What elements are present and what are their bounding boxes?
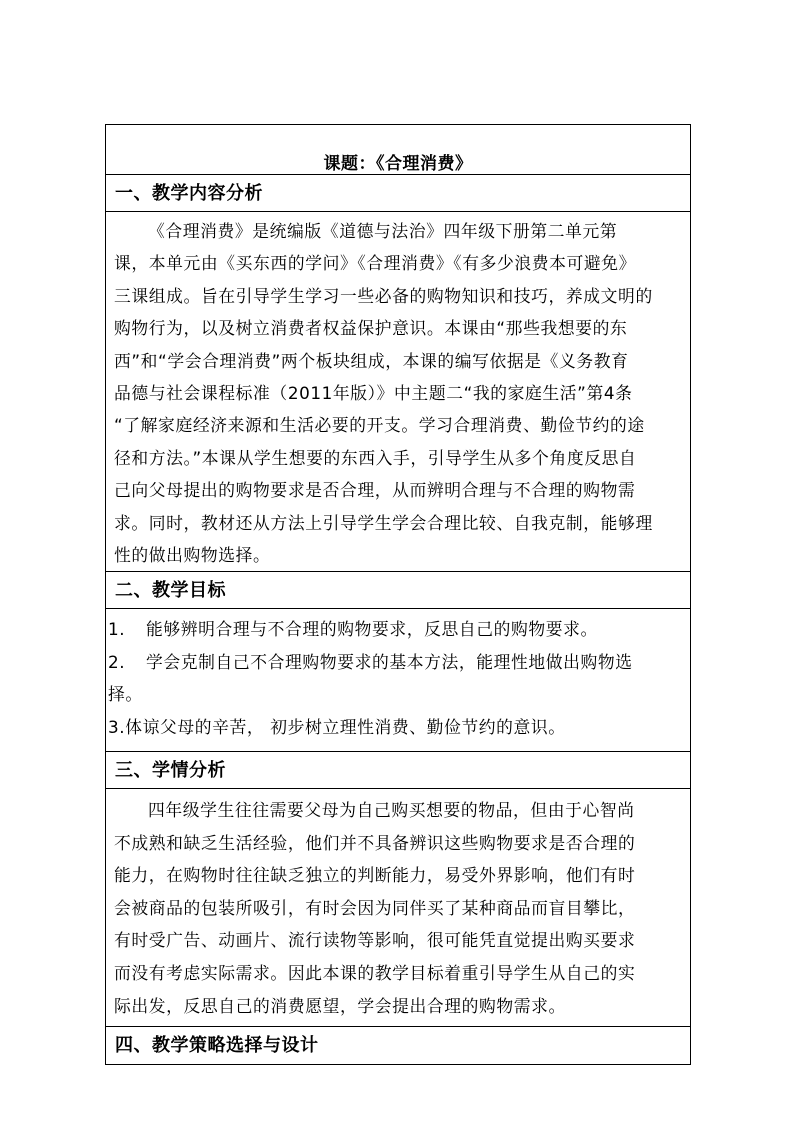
paragraph-line: 会被商品的包装所吸引，有时会因为同伴买了某种商品而盲目攀比， <box>114 897 636 918</box>
paragraph-line: 购物行为，以及树立消费者权益保护意识。本课由“那些我想要的东 <box>114 318 628 339</box>
paragraph-line: 有时受广告、动画片、流行读物等影响，很可能凭直觉提出购买要求 <box>114 930 636 951</box>
paragraph-line: 际出发，反思自己的消费愿望，学会提出合理的购物需求。 <box>114 995 566 1016</box>
paragraph-line: 不成熟和缺乏生活经验，他们并不具备辨识这些购物要求是否合理的 <box>114 832 636 853</box>
goal-number: 3. <box>108 716 126 737</box>
goal-item <box>108 711 690 743</box>
goal-number: 1. <box>108 619 126 640</box>
goal-number: 2. <box>108 651 126 672</box>
paragraph-line: 四年级学生往往需要父母为自己购买想要的物品，但由于心智尚 <box>148 800 635 821</box>
paragraph-line: 《合理消费》是统编版《道德与法治》四年级下册第二单元第 <box>148 221 618 241</box>
goal-item <box>108 646 690 678</box>
content-analysis-body <box>106 212 690 572</box>
learner-analysis-body <box>106 789 690 1027</box>
paragraph-line: 西”和“学会合理消费”两个板块组成，本课的编写依据是《义务教育 <box>114 350 629 371</box>
section-heading-learner-analysis: 三、学情分析 <box>106 752 690 789</box>
paragraph-line: 三课组成。旨在引导学生学习一些必备的购物知识和技巧，养成文明的 <box>114 285 653 306</box>
goal-item-continued <box>108 678 690 710</box>
goal-item <box>108 613 690 645</box>
section-heading-strategy: 四、教学策略选择与设计 <box>115 1035 319 1057</box>
goal-text: 学会克制自己不合理购物要求的基本方法，能理性地做出购物选 <box>146 651 633 672</box>
paragraph-line: 己向父母提出的购物要求是否合理，从而辨明合理与不合理的购物需 <box>114 480 636 501</box>
lesson-plan-table <box>105 124 691 1065</box>
goals-list <box>106 609 690 752</box>
paragraph-line: 品德与社会课程标准（2011年版）》中主题二“我的家庭生活”第4条 <box>114 383 633 404</box>
goal-text: 体谅父母的辛苦， 初步树立理性消费、勤俭节约的意识。 <box>125 716 566 737</box>
goal-text: 择。 <box>108 684 143 705</box>
paragraph-line: 而没有考虑实际需求。因此本课的教学目标着重引导学生从自己的实 <box>114 963 636 984</box>
paragraph-line: 能力，在购物时往往缺乏独立的判断能力，易受外界影响，他们有时 <box>114 865 636 886</box>
paragraph-line: “了解家庭经济来源和生活必要的开支。学习合理消费、勤俭节约的途 <box>114 415 645 436</box>
paragraph-line: 课，本单元由《买东西的学问》《合理消费》《有多少浪费本可避免》 <box>114 253 637 274</box>
goal-text: 能够辨明合理与不合理的购物要求，反思自己的购物要求。 <box>146 619 598 640</box>
lesson-title: 课题：《合理消费》 <box>323 154 473 174</box>
section-heading-content-analysis: 一、教学内容分析 <box>106 175 690 212</box>
paragraph-line: 性的做出购物选择。 <box>114 545 271 566</box>
paragraph-line: 径和方法。”本课从学生想要的东西入手，引导学生从多个角度反思自 <box>114 447 637 468</box>
section-heading-goals: 二、教学目标 <box>106 572 690 609</box>
title-row <box>106 125 690 175</box>
paragraph-line: 求。同时，教材还从方法上引导学生学会合理比较、自我克制，能够理 <box>114 512 653 533</box>
